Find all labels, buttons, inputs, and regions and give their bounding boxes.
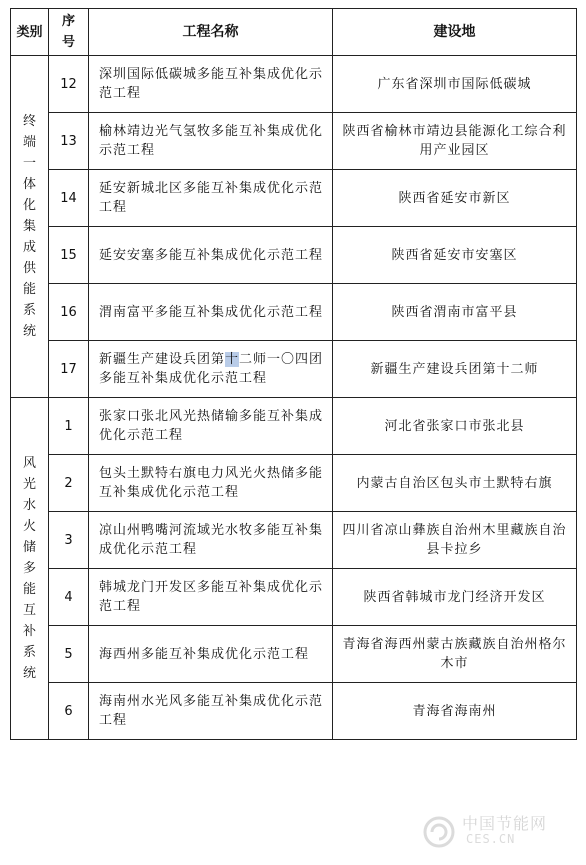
table-header-row [11,9,577,56]
project-location: 广东省深圳市国际低碳城 [333,56,577,113]
row-index: 4 [49,569,89,626]
header-index: 序号 [49,9,89,56]
project-name: 凉山州鸭嘴河流域光水牧多能互补集成优化示范工程 [89,512,333,569]
project-location: 陕西省渭南市富平县 [333,284,577,341]
row-index: 17 [49,341,89,398]
table-row [11,341,577,398]
project-name: 延安新城北区多能互补集成优化示范工程 [89,170,333,227]
row-index: 14 [49,170,89,227]
table-row [11,56,577,113]
project-name: 包头土默特右旗电力风光火热储多能互补集成优化示范工程 [89,455,333,512]
project-name: 榆林靖边光气氢牧多能互补集成优化示范工程 [89,113,333,170]
row-index: 12 [49,56,89,113]
header-location: 建设地 [333,9,577,56]
text-selection-highlight: 十 [225,352,240,367]
project-name: 海南州水光风多能互补集成优化示范工程 [89,683,333,740]
row-index: 3 [49,512,89,569]
project-name-part: 新疆生产建设兵团第 [99,352,226,367]
project-name: 张家口张北风光热储输多能互补集成优化示范工程 [89,398,333,455]
project-location: 青海省海南州 [333,683,577,740]
project-location: 河北省张家口市张北县 [333,398,577,455]
project-table [10,8,577,740]
project-location: 新疆生产建设兵团第十二师 [333,341,577,398]
project-location: 四川省凉山彝族自治州木里藏族自治县卡拉乡 [333,512,577,569]
row-index: 5 [49,626,89,683]
project-location: 内蒙古自治区包头市土默特右旗 [333,455,577,512]
watermark [422,811,572,851]
header-category: 类别 [11,9,49,56]
project-name: 韩城龙门开发区多能互补集成优化示范工程 [89,569,333,626]
project-location: 陕西省榆林市靖边县能源化工综合利用产业园区 [333,113,577,170]
table-row [11,455,577,512]
row-index: 15 [49,227,89,284]
project-name: 深圳国际低碳城多能互补集成优化示范工程 [89,56,333,113]
category-cell-terminal: 终端一体化集成供能系统 [11,56,49,398]
project-location: 青海省海西州蒙古族藏族自治州格尔木市 [333,626,577,683]
row-index: 1 [49,398,89,455]
table-row [11,113,577,170]
project-name: 渭南富平多能互补集成优化示范工程 [89,284,333,341]
watermark-subtitle: CES.CN [466,832,516,846]
project-location: 陕西省延安市安塞区 [333,227,577,284]
table-row [11,227,577,284]
row-index: 2 [49,455,89,512]
project-location: 陕西省延安市新区 [333,170,577,227]
row-index: 13 [49,113,89,170]
project-name: 海西州多能互补集成优化示范工程 [89,626,333,683]
watermark-title: 中国节能网 [462,814,548,833]
table-row [11,512,577,569]
table-row [11,683,577,740]
category-cell-wind-solar: 风光水火储多能互补系统 [11,398,49,740]
table-row [11,626,577,683]
table-row [11,284,577,341]
row-index: 6 [49,683,89,740]
table-row [11,569,577,626]
project-name-part: 二师一〇四团多能互补集成优化示范工程 [99,352,324,386]
project-name [89,341,333,398]
project-table-container [10,8,576,740]
project-name: 延安安塞多能互补集成优化示范工程 [89,227,333,284]
header-name: 工程名称 [89,9,333,56]
row-index: 16 [49,284,89,341]
project-location: 陕西省韩城市龙门经济开发区 [333,569,577,626]
table-row [11,398,577,455]
ces-logo-icon [422,815,456,849]
table-row [11,170,577,227]
